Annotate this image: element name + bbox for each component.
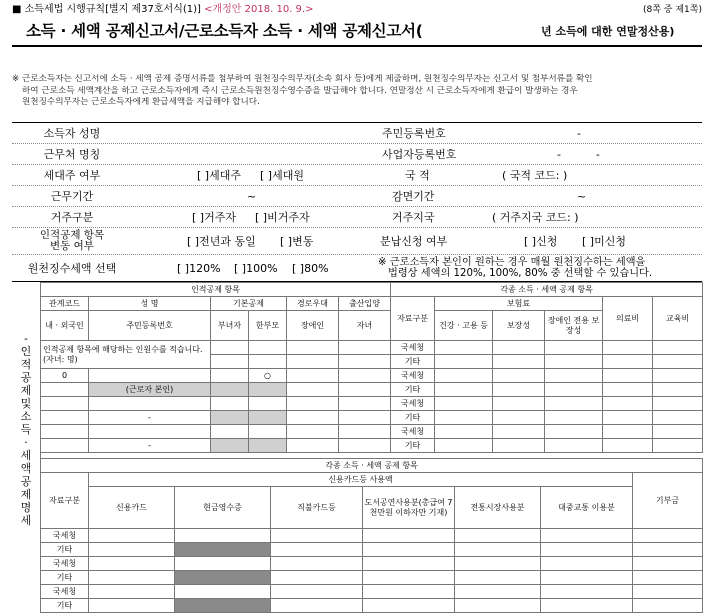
- side-label: [12, 282, 41, 608]
- kinds-header: 각종 소득 · 세액 공제 항목: [391, 283, 703, 297]
- cell[interactable]: [545, 341, 603, 355]
- source-nts: 국세청: [391, 341, 435, 355]
- cell[interactable]: [89, 585, 175, 599]
- side-char: 액: [20, 462, 32, 475]
- cell[interactable]: [287, 425, 339, 439]
- person-header: 인적공제 항목: [41, 283, 391, 297]
- cell[interactable]: [435, 383, 493, 397]
- cell[interactable]: [339, 383, 391, 397]
- cell[interactable]: [603, 425, 653, 439]
- col-insurance: 보험료: [435, 297, 603, 311]
- cell[interactable]: [633, 571, 703, 585]
- reduction-period-field[interactable]: ~: [577, 189, 587, 203]
- bizno-field[interactable]: - -: [557, 147, 600, 161]
- col-single-parent: 한부모: [249, 311, 287, 341]
- col-rrn: 주민등록번호: [89, 311, 211, 341]
- col-birth: 출산입양: [339, 297, 391, 311]
- side-char: 세: [20, 449, 32, 462]
- cell[interactable]: [211, 397, 249, 411]
- side-char: 득: [20, 423, 32, 436]
- col-guarantee: 보장성: [493, 311, 545, 341]
- cell[interactable]: [287, 355, 339, 369]
- residency-label: 거주구분: [50, 211, 94, 224]
- cell[interactable]: [339, 439, 391, 453]
- col-public-transit: 대중교통 이용분: [541, 487, 633, 529]
- cell[interactable]: [633, 557, 703, 571]
- col-health: 건강 · 고용 등: [435, 311, 493, 341]
- installment-decline-option[interactable]: [ ]미신청: [582, 235, 626, 248]
- cell[interactable]: [435, 369, 493, 383]
- source-nts: 국세청: [391, 425, 435, 439]
- rrn-dash[interactable]: -: [89, 439, 211, 453]
- withholding-rate-label: 원천징수세액 선택: [27, 262, 117, 275]
- cell[interactable]: [545, 397, 603, 411]
- side-char: 적: [20, 358, 32, 371]
- note-line: 근로소득자는 신고서에 소득 · 세액 공제 증명서류를 첨부하여 원천징수의무자(소속 회사 등)에게 제출하며, 원천징수의무자는 신고서 및 첨부서류를 확인: [22, 74, 593, 84]
- withholding-rate-note: [378, 255, 702, 281]
- col-child: 자녀: [339, 311, 391, 341]
- col-medical: 의료비: [603, 297, 653, 341]
- source-other: 기타: [391, 439, 435, 453]
- cell[interactable]: [287, 397, 339, 411]
- col-education: 교육비: [653, 297, 703, 341]
- table-row: [41, 571, 703, 585]
- rrn-label: 주민등록번호: [382, 127, 446, 140]
- side-char: 제: [20, 488, 32, 501]
- cell[interactable]: [455, 529, 541, 543]
- cell[interactable]: [603, 439, 653, 453]
- form-reference: ■ 소득세법 시행규칙[별지 제37호서식(1)]: [12, 4, 201, 15]
- side-char: 세: [20, 514, 32, 527]
- cell[interactable]: [545, 425, 603, 439]
- side-char: -: [24, 332, 28, 345]
- cell[interactable]: [339, 425, 391, 439]
- col-traditional-market: 전통시장사용분: [455, 487, 541, 529]
- work-period-field[interactable]: ~: [247, 189, 257, 203]
- person-deduction-table: [40, 282, 703, 453]
- col-donation: 기부금: [633, 473, 703, 529]
- table-row: [41, 411, 703, 425]
- cell[interactable]: [287, 383, 339, 397]
- bizno-label: 사업자등록번호: [382, 148, 457, 161]
- cell[interactable]: [541, 557, 633, 571]
- cell[interactable]: [653, 425, 703, 439]
- side-char: 소: [20, 410, 32, 423]
- cell[interactable]: [175, 529, 271, 543]
- cell[interactable]: [363, 571, 455, 585]
- cell[interactable]: [603, 397, 653, 411]
- col-cash-receipt: 현금영수증: [175, 487, 271, 529]
- cell[interactable]: [271, 571, 363, 585]
- table-row: [41, 425, 703, 439]
- nationality-label: 국 적: [405, 169, 430, 182]
- cell[interactable]: [541, 571, 633, 585]
- cell[interactable]: [41, 397, 89, 411]
- note-line: 원천징수의무자는 근로소득자에게 환급세액을 지급해야 합니다.: [22, 97, 260, 107]
- col-source: 자료구분: [391, 297, 435, 341]
- instruction-note: [12, 74, 702, 124]
- cell[interactable]: [89, 529, 175, 543]
- side-char: ·: [24, 436, 28, 449]
- cell[interactable]: [175, 557, 271, 571]
- side-char: 공: [20, 475, 32, 488]
- col-name: 성 명: [89, 297, 211, 311]
- page-indicator: (8쪽 중 제1쪽): [643, 5, 702, 15]
- headcount-guide: 인적공제 항목에 해당하는 인원수를 적습니다. (자녀: 명): [41, 341, 211, 369]
- cell[interactable]: [271, 585, 363, 599]
- rate-80-option[interactable]: [ ]80%: [292, 261, 329, 275]
- rate-100-option[interactable]: [ ]100%: [234, 261, 278, 275]
- table-row: [41, 543, 703, 557]
- table-row: [41, 557, 703, 571]
- cell[interactable]: [435, 411, 493, 425]
- cell: [211, 439, 249, 453]
- cell[interactable]: [653, 397, 703, 411]
- cell[interactable]: [339, 355, 391, 369]
- source-other: 기타: [391, 411, 435, 425]
- col-foreign: 내 · 외국인: [41, 311, 89, 341]
- person-change-label: [12, 228, 132, 254]
- side-char: 명: [20, 501, 32, 514]
- source-nts: 국세청: [41, 529, 89, 543]
- cell[interactable]: [249, 341, 287, 355]
- col-disabled-guarantee: 장애인 전용 보장성: [545, 311, 603, 341]
- cell[interactable]: [541, 543, 633, 557]
- cell[interactable]: [89, 397, 211, 411]
- cell[interactable]: [541, 599, 633, 613]
- col-women: 부녀자: [211, 311, 249, 341]
- form-header: [12, 3, 702, 17]
- cell[interactable]: [249, 425, 287, 439]
- cell[interactable]: [493, 355, 545, 369]
- residence-country-label: 거주지국: [392, 211, 435, 224]
- title-year-suffix: 년 소득에 대한 연말정산용): [541, 25, 675, 38]
- person-change-label-line: 변동 여부: [50, 240, 94, 252]
- cell[interactable]: [41, 383, 89, 397]
- nationality-code[interactable]: ( 국적 코드: ): [502, 169, 568, 182]
- table-row: [41, 599, 703, 613]
- cell: [249, 439, 287, 453]
- cell[interactable]: [435, 341, 493, 355]
- cell[interactable]: [435, 439, 493, 453]
- source-nts: 국세청: [391, 369, 435, 383]
- cell[interactable]: [249, 397, 287, 411]
- rate-120-option[interactable]: [ ]120%: [177, 261, 221, 275]
- cell[interactable]: [545, 411, 603, 425]
- table-row: [41, 529, 703, 543]
- cell[interactable]: [175, 585, 271, 599]
- table-row: [41, 439, 703, 453]
- cell[interactable]: [455, 543, 541, 557]
- source-other: 기타: [41, 599, 89, 613]
- cell[interactable]: [89, 599, 175, 613]
- cell[interactable]: [653, 411, 703, 425]
- person-change-label-line: 인적공제 항목: [39, 229, 105, 241]
- kinds-header-lower: 각종 소득 · 세액 공제 항목: [41, 459, 703, 473]
- cell[interactable]: [271, 529, 363, 543]
- installment-label: 분납신청 여부: [380, 235, 448, 248]
- col-credit-card: 신용카드: [89, 487, 175, 529]
- table-row: [41, 397, 703, 411]
- note-line: 하여 근로소득 세액계산을 하고 근로소득자에게 즉시 근로소득원천징수영수증을 발급해야 합니다. 연말정산 시 근로소득자에게 환급이 발생하는 경우: [22, 85, 578, 96]
- taxpayer-info: [12, 122, 702, 282]
- householder-label: 세대주 여부: [43, 169, 101, 182]
- source-other: 기타: [41, 543, 89, 557]
- cell[interactable]: [211, 355, 249, 369]
- table-row: [41, 341, 703, 355]
- cell[interactable]: [89, 425, 211, 439]
- cell[interactable]: [211, 341, 249, 355]
- cell[interactable]: [363, 585, 455, 599]
- cell[interactable]: [541, 529, 633, 543]
- source-nts: 국세청: [41, 585, 89, 599]
- cell[interactable]: [339, 397, 391, 411]
- title-main: 소득 · 세액 공제신고서/근로소득자 소득 · 세액 공제신고서(: [26, 22, 423, 40]
- side-char: 공: [20, 371, 32, 384]
- cell[interactable]: [455, 571, 541, 585]
- cell[interactable]: [493, 383, 545, 397]
- cell: [249, 411, 287, 425]
- workplace-field[interactable]: [132, 144, 372, 164]
- cell[interactable]: [633, 543, 703, 557]
- source-nts: 국세청: [41, 557, 89, 571]
- cell[interactable]: [339, 369, 391, 383]
- cell[interactable]: [41, 439, 89, 453]
- nonresident-option[interactable]: [ ]비거주자: [255, 211, 310, 224]
- table-row: [41, 383, 703, 397]
- cell[interactable]: [287, 439, 339, 453]
- cell[interactable]: [603, 341, 653, 355]
- cell[interactable]: [603, 355, 653, 369]
- cell[interactable]: [493, 425, 545, 439]
- basic-mark[interactable]: ○: [249, 369, 287, 383]
- cell[interactable]: [363, 529, 455, 543]
- cell[interactable]: [545, 383, 603, 397]
- source-other: 기타: [391, 355, 435, 369]
- installment-apply-option[interactable]: [ ]신청: [524, 235, 558, 248]
- deduction-grid: [12, 282, 702, 608]
- col-senior: 경로우대: [287, 297, 339, 311]
- note-mark: ※: [12, 74, 20, 84]
- cell[interactable]: [339, 341, 391, 355]
- cell[interactable]: [493, 439, 545, 453]
- cell[interactable]: [603, 369, 653, 383]
- work-period-label: 근무기간: [50, 190, 94, 203]
- member-option[interactable]: [ ]세대원: [260, 169, 304, 182]
- cell[interactable]: [493, 411, 545, 425]
- table-row: [41, 585, 703, 599]
- col-basic: 기본공제: [211, 297, 287, 311]
- cell[interactable]: [363, 599, 455, 613]
- cell[interactable]: [455, 557, 541, 571]
- cell[interactable]: [545, 369, 603, 383]
- cell[interactable]: [41, 411, 89, 425]
- cell[interactable]: [603, 383, 653, 397]
- self-label: (근로자 본인): [89, 383, 211, 397]
- cell[interactable]: [653, 341, 703, 355]
- col-books-performance: 도서공연사용분(총급여 7천만원 이하자만 기재): [363, 487, 455, 529]
- cell[interactable]: [633, 599, 703, 613]
- cell[interactable]: [541, 585, 633, 599]
- cell[interactable]: [545, 439, 603, 453]
- cell[interactable]: [339, 411, 391, 425]
- cell: [175, 543, 271, 557]
- card-usage-table: [40, 458, 703, 613]
- cell: [249, 383, 287, 397]
- cell[interactable]: [287, 369, 339, 383]
- cell[interactable]: [249, 355, 287, 369]
- cell[interactable]: [455, 599, 541, 613]
- resident-option[interactable]: [ ]거주자: [192, 211, 236, 224]
- col-debit-card: 직불카드등: [271, 487, 363, 529]
- cell: [175, 599, 271, 613]
- relation-code-cell[interactable]: 0: [41, 369, 89, 383]
- col-relation-code: 관계코드: [41, 297, 89, 311]
- cell[interactable]: [633, 529, 703, 543]
- cell[interactable]: [653, 383, 703, 397]
- cell[interactable]: [435, 355, 493, 369]
- col-disabled: 장애인: [287, 311, 339, 341]
- cell[interactable]: [89, 369, 211, 383]
- cell[interactable]: [89, 571, 175, 585]
- householder-option[interactable]: [ ]세대주: [197, 169, 241, 182]
- workplace-label: 근무처 명칭: [43, 148, 101, 161]
- same-as-last-year-option[interactable]: [ ]전년과 동일: [187, 235, 256, 248]
- rrn-dash[interactable]: -: [89, 411, 211, 425]
- source-other: 기타: [391, 383, 435, 397]
- table-row: [41, 369, 703, 383]
- cell: [211, 383, 249, 397]
- name-field[interactable]: [132, 123, 372, 143]
- rate-note-line: 법령상 세액의 120%, 100%, 80% 중 선택할 수 있습니다.: [388, 268, 653, 279]
- form-title: [12, 17, 702, 47]
- cell[interactable]: [271, 557, 363, 571]
- side-char: 및: [20, 397, 32, 410]
- rrn-field[interactable]: -: [577, 126, 581, 140]
- name-label: 소득자 성명: [43, 127, 101, 140]
- cell[interactable]: [603, 411, 653, 425]
- rate-note-line: ※ 근로소득자 본인이 원하는 경우 매월 원천징수하는 세액을: [378, 256, 646, 268]
- source-nts: 국세청: [391, 397, 435, 411]
- cell[interactable]: [653, 439, 703, 453]
- residence-country-code[interactable]: ( 거주지국 코드: ): [492, 211, 579, 224]
- side-char: 인: [20, 345, 32, 358]
- side-char: 제: [20, 384, 32, 397]
- cell[interactable]: [211, 425, 249, 439]
- cell: [175, 571, 271, 585]
- cell[interactable]: [271, 543, 363, 557]
- cell: [211, 411, 249, 425]
- cell[interactable]: [545, 355, 603, 369]
- cell[interactable]: [493, 397, 545, 411]
- cell[interactable]: [435, 425, 493, 439]
- cell[interactable]: [41, 425, 89, 439]
- cell[interactable]: [271, 599, 363, 613]
- cell[interactable]: [89, 543, 175, 557]
- cell[interactable]: [363, 543, 455, 557]
- card-usage-header: 신용카드등 사용액: [89, 473, 633, 487]
- cell[interactable]: [493, 369, 545, 383]
- cell[interactable]: [363, 557, 455, 571]
- amendment-note: <개정안 2018. 10. 9.>: [204, 4, 314, 15]
- source-other: 기타: [41, 571, 89, 585]
- cell[interactable]: [435, 397, 493, 411]
- reduction-period-label: 감면기간: [392, 190, 435, 203]
- col-source: 자료구분: [41, 473, 89, 529]
- cell[interactable]: [89, 557, 175, 571]
- cell[interactable]: [455, 585, 541, 599]
- cell[interactable]: [287, 411, 339, 425]
- cell[interactable]: [287, 341, 339, 355]
- cell[interactable]: [633, 585, 703, 599]
- cell[interactable]: [653, 355, 703, 369]
- cell[interactable]: [493, 341, 545, 355]
- cell[interactable]: [653, 369, 703, 383]
- cell[interactable]: [211, 369, 249, 383]
- changed-option[interactable]: [ ]변동: [280, 235, 314, 248]
